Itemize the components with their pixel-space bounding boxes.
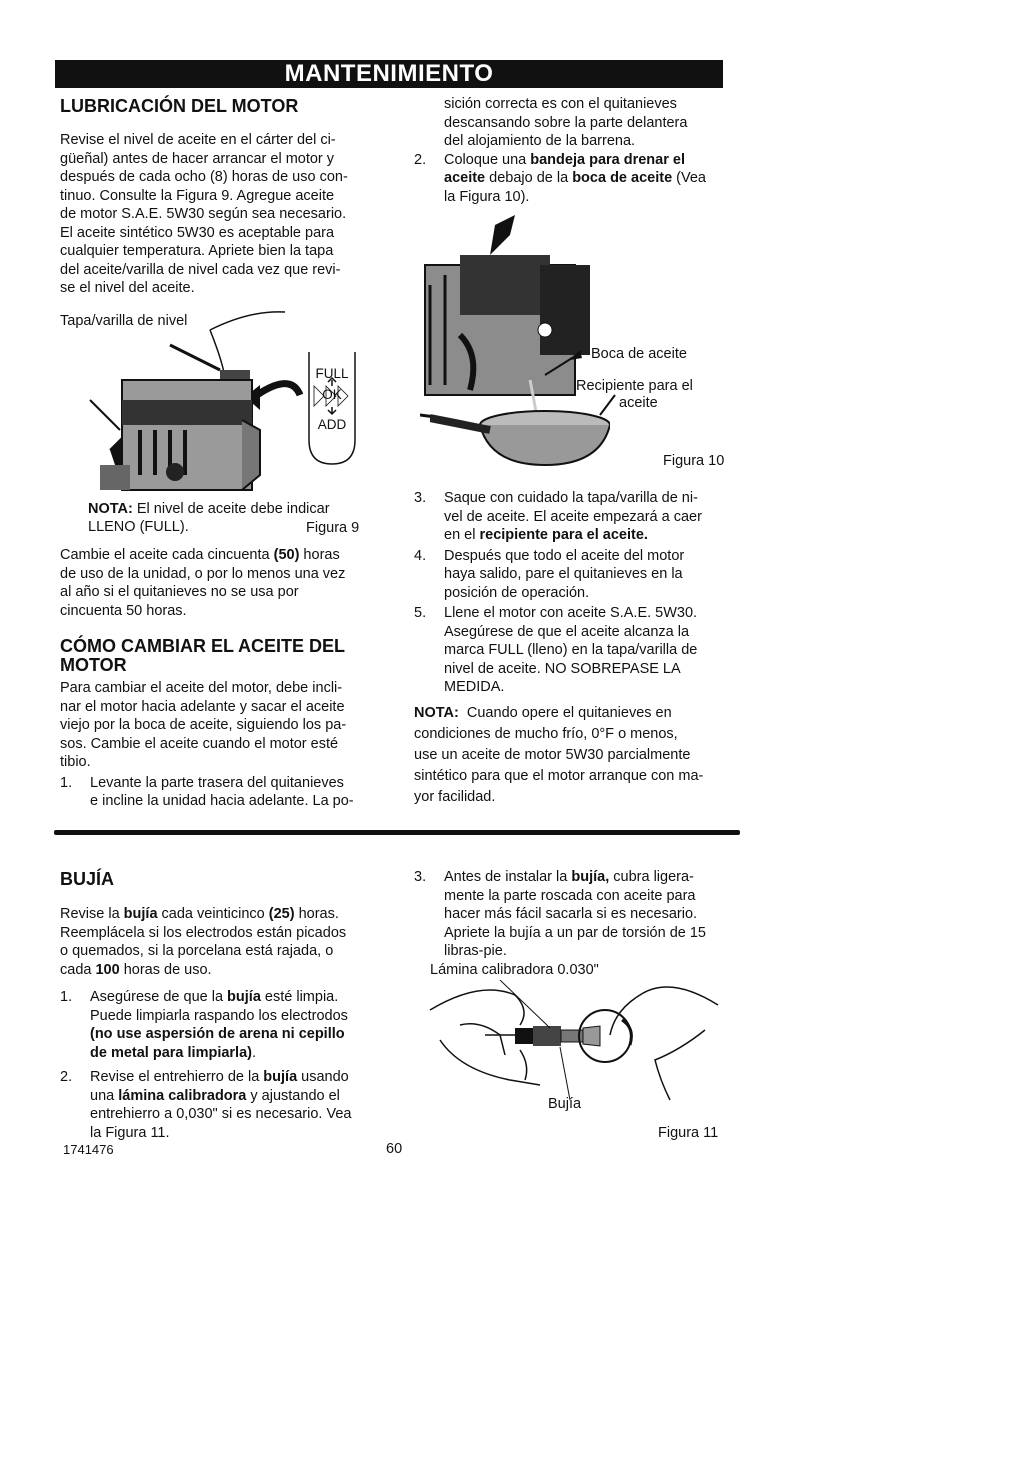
text-line: entrehierro a 0,030" si es necesario. Vea xyxy=(90,1106,352,1122)
fig9-note-line2: LLENO (FULL). xyxy=(88,519,189,535)
fig11-spark-plug-illustration xyxy=(420,980,730,1105)
text-line: mente la parte roscada con aceite para xyxy=(444,887,696,904)
text-line: Saque con cuidado la tapa/varilla de ni- xyxy=(444,490,698,506)
fig9-dipstick-label: Tapa/varilla de nivel xyxy=(60,313,188,329)
step-number: 3. xyxy=(414,490,427,506)
text-span: . xyxy=(251,1044,257,1061)
text-line: MEDIDA. xyxy=(444,679,505,695)
step-5 xyxy=(414,604,744,697)
text-line: Levante la parte trasera del quitanieves xyxy=(90,774,344,791)
bold-span: boca de aceite xyxy=(572,170,673,186)
text-line: haya salido, pare el quitanieves en la xyxy=(444,566,683,582)
text-line: de motor S.A.E. 5W30 según sea necesario. xyxy=(60,206,347,222)
cold-weather-note xyxy=(414,703,744,808)
text-span: cada xyxy=(60,961,96,978)
text-line: vel de aceite. El aceite empezará a caer xyxy=(444,508,702,525)
text-line: nar el motor hacia adelante y sacar el aceite xyxy=(60,698,345,715)
fig10-caption: Figura 10 xyxy=(663,453,725,469)
bold-span: bujía xyxy=(227,989,261,1005)
text-span: cubra ligera- xyxy=(609,869,694,885)
fig11-caption: Figura 11 xyxy=(658,1125,719,1141)
text-line xyxy=(60,546,400,565)
text-span: cada veinticinco xyxy=(157,906,269,922)
text-line: condiciones de mucho frío, 0°F o menos, xyxy=(414,725,678,742)
text-line: viejo por la boca de aceite, siguiendo los pa- xyxy=(60,717,347,733)
como-paragraph xyxy=(60,679,400,811)
text-line: Después que todo el aceite del motor xyxy=(444,547,685,564)
text-line: después de cada ocho (8) horas de uso con- xyxy=(60,169,348,185)
bold-span: 100 xyxy=(95,961,120,978)
text-line: El aceite sintético 5W30 es aceptable para xyxy=(60,224,335,241)
text-line: Asegúrese de que el aceite alcanza la xyxy=(444,623,690,640)
bujia-step-2 xyxy=(60,1068,400,1142)
lubricacion-paragraph xyxy=(60,131,400,298)
section-divider xyxy=(54,830,740,835)
text-line xyxy=(60,961,400,980)
lubricacion-heading: LUBRICACIÓN DEL MOTOR xyxy=(60,96,299,116)
text-line: se el nivel del aceite. xyxy=(60,280,195,296)
text-span: Antes de instalar la xyxy=(444,869,572,885)
text-line: Para cambiar el aceite del motor, debe incli- xyxy=(60,680,343,696)
note-text: El nivel de aceite debe indicar xyxy=(132,501,330,517)
text-line: marca FULL (lleno) en la tapa/varilla de xyxy=(444,642,698,658)
step-1 xyxy=(60,774,400,811)
text-line: la Figura 10). xyxy=(444,188,530,205)
text-line: o quemados, si la porcelana está rajada, o xyxy=(60,943,334,959)
text-line: Apriete la bujía a un par de torsión de 15 xyxy=(444,924,706,941)
text-line: nivel de aceite. NO SOBREPASE LA xyxy=(444,660,681,677)
text-span: horas de uso. xyxy=(119,961,212,978)
bujia-step-1 xyxy=(60,988,400,1062)
bold-span: (no use aspersión de arena ni cepillo xyxy=(90,1026,345,1042)
change-oil-paragraph xyxy=(60,546,400,620)
text-span: usando xyxy=(297,1069,349,1085)
bold-span: recipiente para el aceite. xyxy=(479,527,648,543)
text-line: güeñal) antes de hacer arrancar el motor y xyxy=(60,150,335,167)
bold-span: bujía, xyxy=(571,869,610,885)
text-line: tibio. xyxy=(60,754,91,770)
text-line: sición correcta es con el quitanieves xyxy=(444,96,677,112)
text-line xyxy=(414,703,744,724)
bold-span: (25) xyxy=(268,906,295,922)
step-number: 2. xyxy=(60,1069,73,1085)
text-span: en el xyxy=(444,527,480,543)
step-number: 1. xyxy=(60,989,73,1005)
text-span: Revise la xyxy=(60,906,124,922)
bujia-step-3 xyxy=(414,868,744,961)
text-span: Revise el entrehierro de la xyxy=(90,1069,264,1085)
text-line: e incline la unidad hacia adelante. La po- xyxy=(90,793,354,809)
text-line: de uso de la unidad, o por lo menos una vez xyxy=(60,565,346,582)
text-line: cualquier temperatura. Apriete bien la tapa xyxy=(60,243,334,259)
fig9-gauge-ok: OK xyxy=(322,387,342,402)
text-span: esté limpia. xyxy=(260,989,339,1005)
bold-span: bujía xyxy=(123,906,158,922)
text-line: Reemplácela si los electrodos están picados xyxy=(60,924,347,941)
step-4 xyxy=(414,547,744,603)
fig10-recipiente-label-line1: Recipiente para el xyxy=(576,378,693,394)
step-1-continued xyxy=(414,95,744,151)
fig9-gauge-add: ADD xyxy=(317,417,347,432)
text-line: Llene el motor con aceite S.A.E. 5W30. xyxy=(444,605,698,621)
page-number: 60 xyxy=(386,1141,403,1157)
right-column-top xyxy=(414,95,744,206)
text-line: tinuo. Consulte la Figura 9. Agregue aceite xyxy=(60,187,335,204)
text-line: hacer más fácil sacarla si es necesario. xyxy=(444,906,698,922)
step-3 xyxy=(414,489,744,545)
bujia-heading: BUJÍA xyxy=(60,869,115,889)
text-line xyxy=(90,1044,400,1063)
step-number: 5. xyxy=(414,605,427,621)
text-line: posición de operación. xyxy=(444,584,590,601)
text-line xyxy=(90,1068,400,1087)
fig9-gauge-full: FULL xyxy=(315,366,349,381)
text-line: cincuenta 50 horas. xyxy=(60,602,187,619)
fig11-feeler-gauge-label: Lámina calibradora 0.030" xyxy=(430,962,599,978)
como-heading-line1: CÓMO CAMBIAR EL ACEITE DEL xyxy=(60,636,346,656)
text-span: una xyxy=(90,1087,119,1104)
bold-span: bujía xyxy=(263,1069,298,1085)
text-span: Cambie el aceite cada cincuenta xyxy=(60,547,274,563)
text-line xyxy=(60,905,400,924)
step-number: 2. xyxy=(414,151,427,168)
text-line: Puede limpiarla raspando los electrodos xyxy=(90,1007,348,1024)
text-span: (Vea xyxy=(672,170,706,186)
text-line xyxy=(444,169,744,188)
text-line xyxy=(90,1025,400,1044)
note-label: NOTA: xyxy=(414,704,459,721)
text-line xyxy=(444,526,744,545)
document-code: 1741476 xyxy=(63,1142,114,1157)
note-label: NOTA: xyxy=(88,501,133,517)
text-span: y ajustando el xyxy=(246,1087,340,1104)
text-line xyxy=(90,1087,400,1106)
text-span: Cuando opere el quitanieves en xyxy=(458,704,672,721)
text-span: horas xyxy=(299,547,340,563)
text-span: Asegúrese de que la xyxy=(90,989,228,1005)
bold-span: aceite xyxy=(444,170,486,186)
text-span: Coloque una xyxy=(444,151,531,168)
bujia-right-column xyxy=(414,868,744,961)
fig10-recipiente-label-line2: aceite xyxy=(619,395,658,411)
text-line: sintético para que el motor arranque con ma- xyxy=(414,767,704,784)
step-number: 3. xyxy=(414,869,427,885)
bold-span: lámina calibradora xyxy=(118,1087,247,1104)
step-number: 4. xyxy=(414,547,427,564)
fig11-spark-plug-label: Bujía xyxy=(548,1096,582,1112)
text-line: la Figura 11. xyxy=(90,1124,170,1141)
fig9-caption: Figura 9 xyxy=(306,520,360,536)
text-span: horas. xyxy=(294,906,339,922)
text-line: libras-pie. xyxy=(444,943,507,959)
step-2 xyxy=(414,151,744,207)
text-line: del alojamiento de la barrena. xyxy=(444,133,636,149)
como-heading-line2: MOTOR xyxy=(60,655,127,675)
text-line: sos. Cambie el aceite cuando el motor esté xyxy=(60,735,339,752)
step-number: 1. xyxy=(60,774,73,791)
text-line: Revise el nivel de aceite en el cárter del ci- xyxy=(60,132,336,148)
bold-span: bandeja para drenar el xyxy=(530,151,685,168)
fig10-boca-label: Boca de aceite xyxy=(591,346,687,362)
text-line: descansando sobre la parte delantera xyxy=(444,114,688,131)
text-line xyxy=(90,988,400,1007)
text-line: yor facilidad. xyxy=(414,788,496,805)
text-span: debajo de la xyxy=(485,170,573,186)
text-line: al año si el quitanieves no se usa por xyxy=(60,584,299,600)
section-banner: MANTENIMIENTO xyxy=(55,60,723,88)
bold-span: de metal para limpiarla) xyxy=(90,1044,252,1061)
text-line: use un aceite de motor 5W30 parcialmente xyxy=(414,746,691,763)
bujia-left-column xyxy=(60,905,400,1142)
right-column-steps xyxy=(414,489,744,808)
text-line xyxy=(444,868,744,887)
fig9-note xyxy=(88,500,330,519)
text-line xyxy=(444,151,744,170)
bold-span: (50) xyxy=(273,547,300,563)
text-line: del aceite/varilla de nivel cada vez que revi- xyxy=(60,261,341,278)
